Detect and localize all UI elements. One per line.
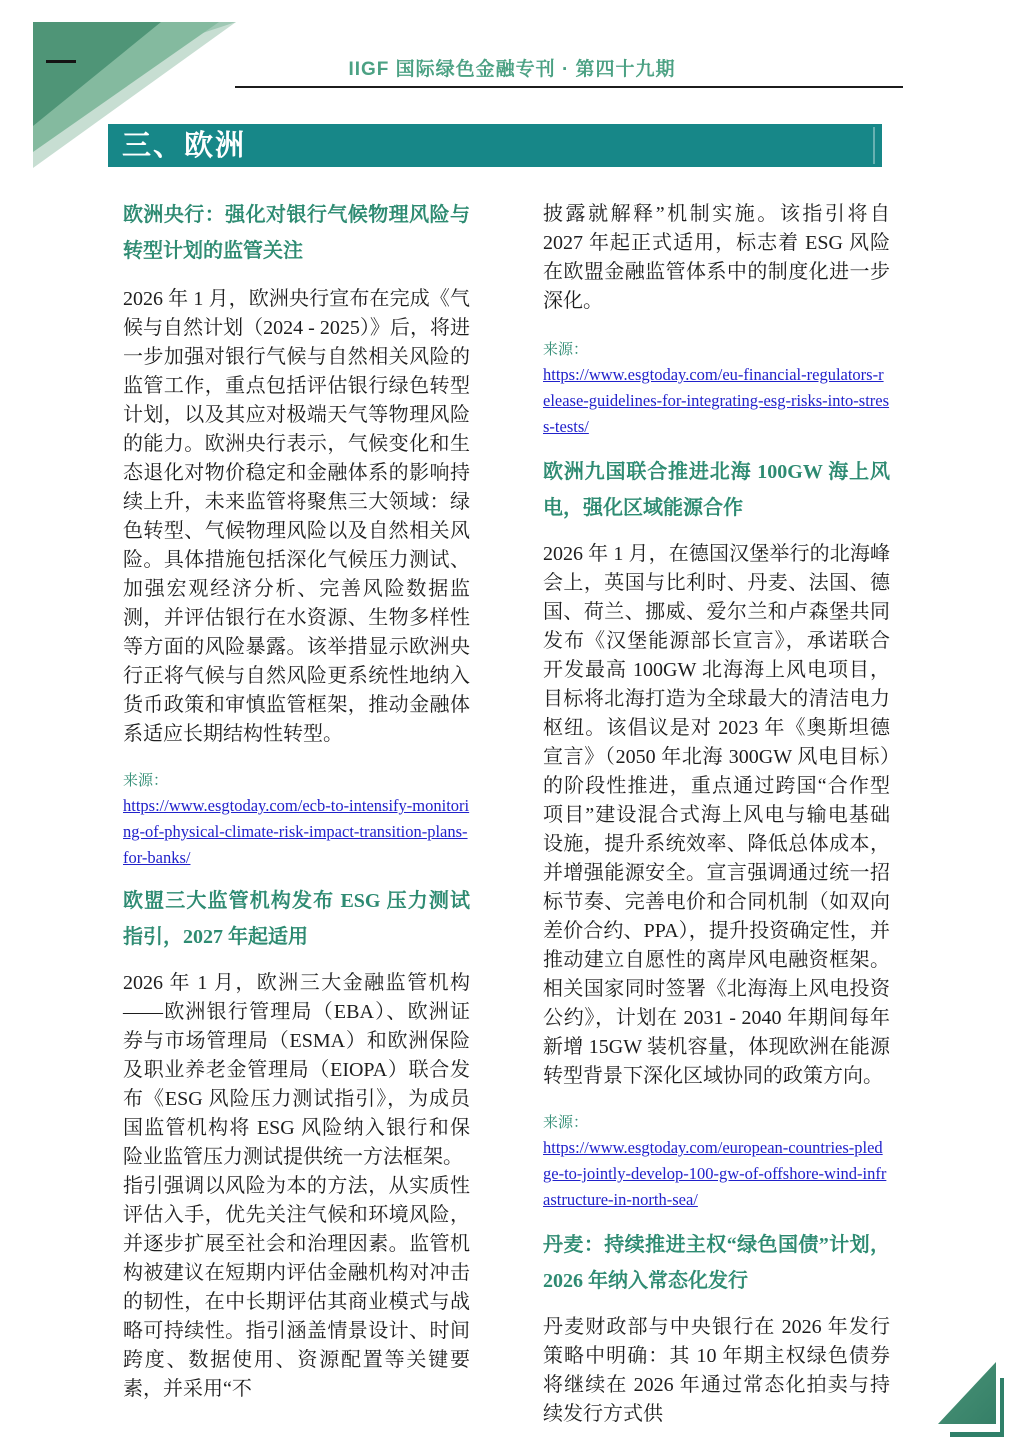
source-label: 来源： (123, 773, 169, 789)
article-paragraph: 2026 年 1 月，在德国汉堡举行的北海峰会上，英国与比利时、丹麦、法国、德国、荷兰、挪威、爱尔兰和卢森堡共同发布《汉堡能源部长宣言》，承诺联合开发最高 100GW 北海海上风电项目，目标将北海打造为全球最大的清洁电力枢纽。该倡议是对 2023 年《奥斯坦德宣言》（2050 年北海 300GW 风电目标）的阶段性推进，重点通过跨国“合作型项目”建设混合式海上风电与输电基础设施，提升系统效率、降低总体成本，并增强能源安全。宣言强调通过统一招标节奏、完善电价和合同机制（如双向差价合约、PPA），提升投资确定性，并推动建立自愿性的离岸风电融资框架。相关国家同时签署《北海海上风电投资公约》，计划在 2031 - 2040 年期间每年新增 15GW 装机容量，体现欧洲在能源转型背景下深化区域协同的政策方向。 (543, 543, 890, 1087)
left-column (123, 190, 470, 1404)
header-rule-line (235, 86, 903, 88)
section-banner (108, 124, 882, 167)
source-label: 来源： (543, 342, 589, 358)
article-paragraph: 2026 年 1 月，欧洲三大金融监管机构——欧洲银行管理局（EBA）、欧洲证券与市场管理局（ESMA）和欧洲保险及职业养老金管理局（EIOPA）联合发布《ESG 风险压力测试指引》，为成员国监管机构将 ESG 风险纳入银行和保险业监管压力测试提供统一方法框架。 (123, 972, 470, 1168)
source-link[interactable]: https://www.esgtoday.com/eu-financial-regulators-release-guidelines-for-integrating-esg-risks-into-stress-tests/ (543, 365, 890, 436)
article-heading-esg-guidelines: 欧盟三大监管机构发布 ESG 压力测试指引，2027 年起适用 (123, 890, 470, 948)
source-link[interactable]: https://www.esgtoday.com/european-countries-pledge-to-jointly-develop-100-gw-of-offshore-wind-infrastructure-in-north-sea/ (543, 1138, 887, 1209)
banner-highlight-stripe (873, 127, 875, 164)
article-paragraph-continuation: 披露就解释”机制实施。该指引将自 2027 年起正式适用，标志着 ESG 风险在欧盟金融监管体系中的制度化进一步深化。 (543, 203, 890, 312)
section-banner-label: 三、欧洲 (122, 130, 247, 162)
corner-triangle-decoration-icon (930, 1356, 1012, 1442)
article-paragraph: 丹麦财政部与中央银行在 2026 年发行策略中明确：其 10 年期主权绿色债券将继续在 2026 年通过常态化拍卖与持续发行方式供 (543, 1316, 890, 1425)
article-paragraph: 指引强调以风险为本的方法，从实质性评估入手，优先关注气候和环境风险，并逐步扩展至社会和治理因素。监管机构被建议在短期内评估金融机构对冲击的韧性，在中长期评估其商业模式与战略可持续性。指引涵盖情景设计、时间跨度、数据使用、资源配置等关键要素，并采用“不 (123, 1175, 470, 1400)
right-column (543, 190, 890, 1429)
article-heading-ecb: 欧洲央行：强化对银行气候物理风险与转型计划的监管关注 (123, 204, 470, 262)
article-heading-north-sea-wind: 欧洲九国联合推进北海 100GW 海上风电，强化区域能源合作 (543, 461, 890, 519)
article-paragraph: 2026 年 1 月，欧洲央行宣布在完成《气候与自然计划（2024 - 2025）》后，将进一步加强对银行气候与自然相关风险的监管工作，重点包括评估银行绿色转型计划，以及其应对极端天气等物理风险的能力。欧洲央行表示，气候变化和生态退化对物价稳定和金融体系的影响持续上升，未来监管将聚焦三大领域：绿色转型、气候物理风险以及自然相关风险。具体措施包括深化气候压力测试、加强宏观经济分析、完善风险数据监测，并评估银行在水资源、生物多样性等方面的风险暴露。该举措显示欧洲央行正将气候与自然风险更系统性地纳入货币政策和审慎监管框架，推动金融体系适应长期结构性转型。 (123, 288, 470, 745)
source-label: 来源： (543, 1115, 589, 1131)
journal-header-title: IIGF 国际绿色金融专刊 · 第四十九期 (348, 59, 676, 80)
article-heading-denmark-green-bonds: 丹麦：持续推进主权“绿色国债”计划，2026 年纳入常态化发行 (543, 1234, 890, 1292)
source-link[interactable]: https://www.esgtoday.com/ecb-to-intensify-monitoring-of-physical-climate-risk-impact-transition-plans-for-banks/ (123, 796, 470, 867)
